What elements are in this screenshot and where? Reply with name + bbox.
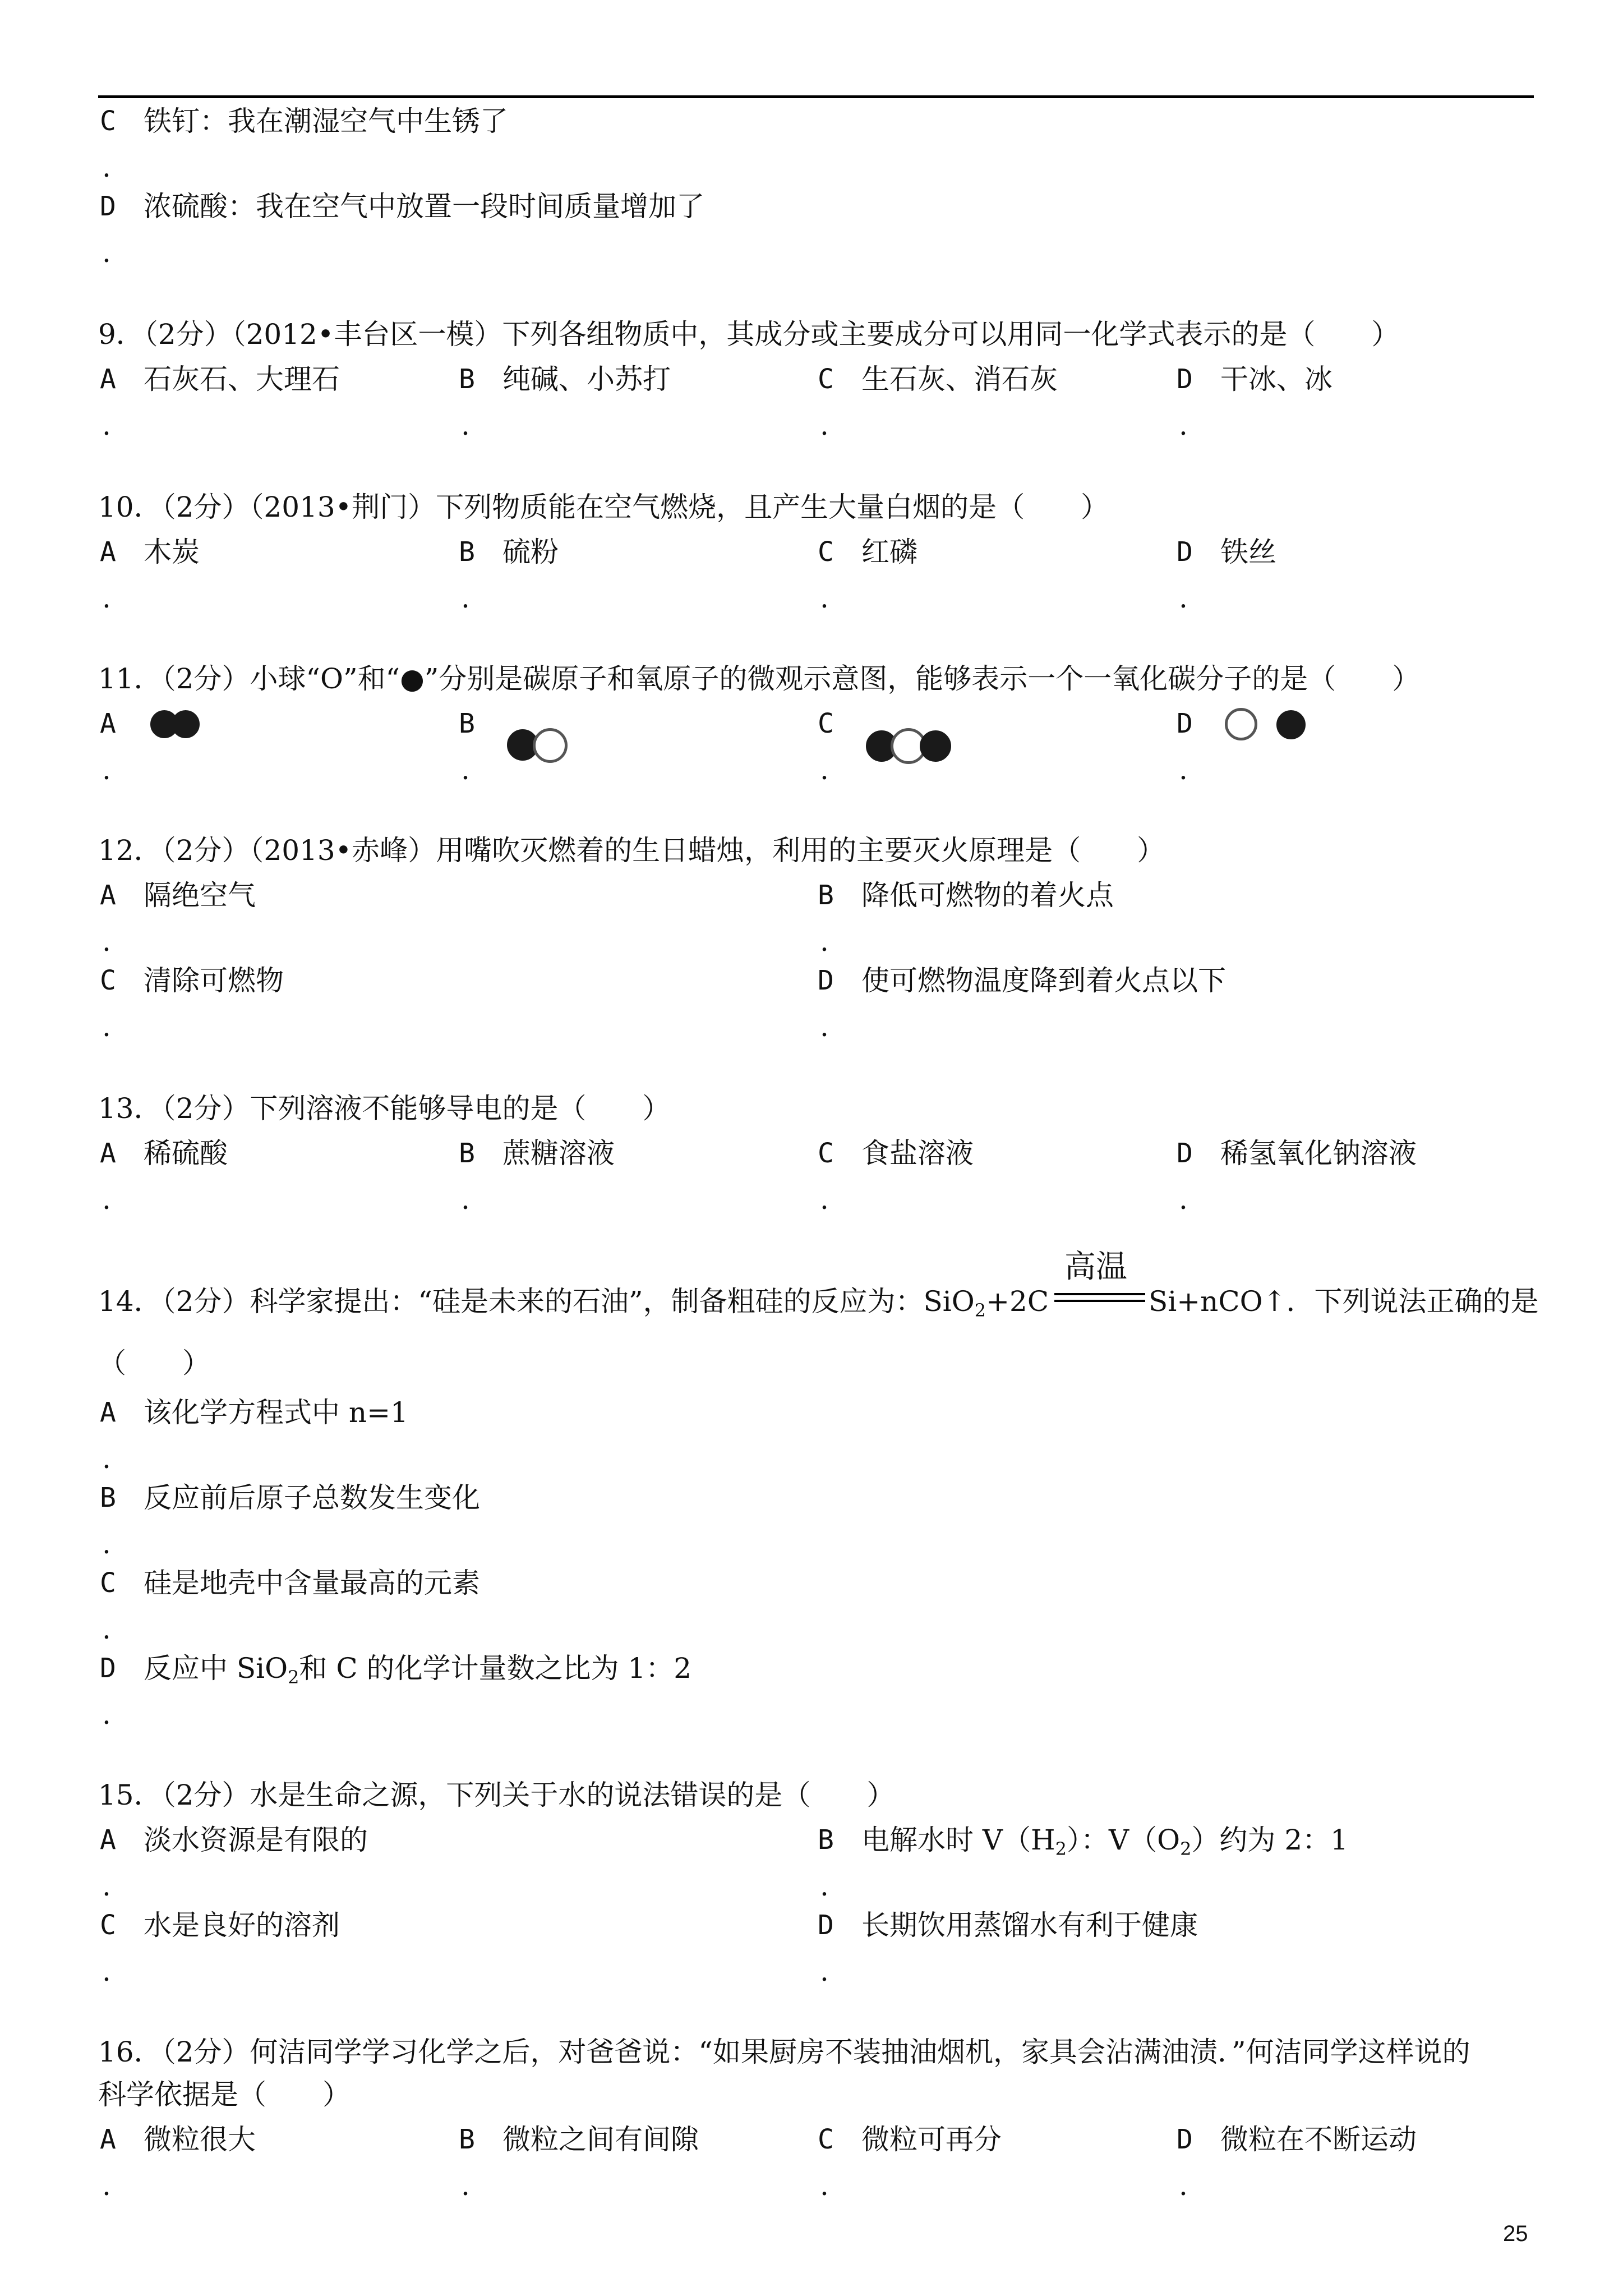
q16-option-a: 微粒很大 xyxy=(144,2123,256,2156)
carbon-atom-icon xyxy=(533,728,568,763)
q12-stem: 12．（2分）（2013•赤峰）用嘴吹灭燃着的生日蜡烛，利用的主要灭火原理是（ ） xyxy=(98,834,1165,867)
option-dot: . xyxy=(102,151,111,183)
option-letter: C xyxy=(818,708,834,739)
q14-stem: 14．（2分）科学家提出：“硅是未来的石油”，制备粗硅的反应为：SiO$_2$+2C xyxy=(98,1285,1049,1321)
q13-stem: 13．（2分）下列溶液不能够导电的是（ ） xyxy=(98,1092,671,1125)
option-letter: A xyxy=(100,1138,116,1169)
option-letter: B xyxy=(818,880,834,911)
option-letter: B xyxy=(459,364,475,395)
q13-option-d: 稀氢氧化钠溶液 xyxy=(1220,1137,1417,1170)
option-dot: . xyxy=(820,1183,829,1216)
option-dot: . xyxy=(102,1442,111,1475)
option-letter: C xyxy=(100,1910,116,1941)
option-dot: . xyxy=(102,409,111,441)
option-dot: . xyxy=(461,1183,470,1216)
q8-option-d: 浓硫酸：我在空气中放置一段时间质量增加了 xyxy=(144,190,704,223)
option-dot: . xyxy=(102,1698,111,1731)
option-dot: . xyxy=(820,753,829,786)
option-dot: . xyxy=(1179,1183,1188,1216)
option-dot: . xyxy=(102,2169,111,2202)
option-letter: D xyxy=(1177,2124,1193,2155)
option-dot: . xyxy=(102,1870,111,1902)
option-dot: . xyxy=(820,925,829,958)
q16-option-d: 微粒在不断运动 xyxy=(1220,2123,1417,2156)
q16-option-b: 微粒之间有间隙 xyxy=(502,2123,699,2156)
q10-option-c: 红磷 xyxy=(861,536,917,568)
option-dot: . xyxy=(820,2169,829,2202)
option-dot: . xyxy=(102,1527,111,1560)
option-letter: B xyxy=(459,2124,475,2155)
q15-option-c: 水是良好的溶剂 xyxy=(144,1909,340,1941)
option-letter: C xyxy=(100,965,116,996)
option-letter: B xyxy=(459,1138,475,1169)
option-letter: D xyxy=(100,191,116,222)
q16-stem-line2: 科学依据是（ ） xyxy=(98,2078,351,2111)
option-dot: . xyxy=(1179,753,1188,786)
option-letter: C xyxy=(818,364,834,395)
option-letter: B xyxy=(459,708,475,739)
option-letter: B xyxy=(459,536,475,568)
q14-stem-line2: （ ） xyxy=(98,1347,210,1379)
option-letter: D xyxy=(818,1910,834,1941)
q14-option-c: 硅是地壳中含量最高的元素 xyxy=(144,1567,480,1599)
option-letter: A xyxy=(100,708,116,739)
q9-option-c: 生石灰、消石灰 xyxy=(861,363,1058,395)
q8-option-c: 铁钉：我在潮湿空气中生锈了 xyxy=(144,105,508,137)
option-letter: D xyxy=(1177,536,1193,568)
q9-option-a: 石灰石、大理石 xyxy=(144,363,340,395)
q14-option-d: 反应中 SiO$_2$和 C 的化学计量数之比为 1：2 xyxy=(144,1652,692,1688)
q13-option-b: 蔗糖溶液 xyxy=(502,1137,615,1170)
oxygen-atom-icon xyxy=(1276,710,1306,739)
option-dot: . xyxy=(461,753,470,786)
q10-stem: 10．（2分）（2013•荆门）下列物质能在空气燃烧，且产生大量白烟的是（ ） xyxy=(98,491,1109,523)
option-letter: C xyxy=(100,105,116,137)
option-dot: . xyxy=(1179,2169,1188,2202)
option-dot: . xyxy=(102,753,111,786)
q15-option-b: 电解水时 $V(H_2)$：$V(O_2)$约为 2：1 xyxy=(861,1824,1348,1860)
q10-option-a: 木炭 xyxy=(144,536,200,568)
option-dot: . xyxy=(102,925,111,958)
option-dot: . xyxy=(820,582,829,614)
option-dot: . xyxy=(1179,582,1188,614)
option-dot: . xyxy=(461,409,470,441)
option-dot: . xyxy=(102,236,111,269)
option-letter: D xyxy=(818,965,834,996)
option-dot: . xyxy=(461,582,470,614)
option-letter: A xyxy=(100,1824,116,1856)
option-letter: A xyxy=(100,1397,116,1428)
option-letter: A xyxy=(100,536,116,568)
option-dot: . xyxy=(102,1183,111,1216)
page-number: 25 xyxy=(1503,2221,1528,2246)
option-letter: C xyxy=(818,2124,834,2155)
equals-sign-bottom xyxy=(1054,1300,1145,1302)
option-letter: D xyxy=(1177,1138,1193,1169)
option-letter: A xyxy=(100,880,116,911)
option-letter: B xyxy=(100,1482,116,1513)
option-dot: . xyxy=(820,1870,829,1902)
q14-option-a: 该化学方程式中 n=1 xyxy=(144,1396,408,1429)
option-letter: A xyxy=(100,2124,116,2155)
reaction-condition: 高温 xyxy=(1064,1249,1127,1284)
equals-sign-top xyxy=(1054,1293,1145,1295)
q9-option-d: 干冰、冰 xyxy=(1220,363,1332,395)
option-letter: B xyxy=(818,1824,834,1856)
option-letter: D xyxy=(1177,364,1193,395)
q15-option-d: 长期饮用蒸馏水有利于健康 xyxy=(861,1909,1198,1941)
option-dot: . xyxy=(820,1010,829,1043)
option-letter: D xyxy=(100,1653,116,1684)
oxygen-atom-icon xyxy=(172,710,200,738)
option-letter: C xyxy=(818,1138,834,1169)
option-dot: . xyxy=(820,409,829,441)
q12-option-a: 隔绝空气 xyxy=(144,879,256,912)
q10-option-b: 硫粉 xyxy=(502,536,559,568)
q14-option-b: 反应前后原子总数发生变化 xyxy=(144,1481,480,1514)
q15-option-a: 淡水资源是有限的 xyxy=(144,1824,368,1856)
option-dot: . xyxy=(102,1955,111,1987)
q9-stem: 9．（2分）（2012•丰台区一模）下列各组物质中，其成分或主要成分可以用同一化学式表示的是（ ） xyxy=(98,318,1400,351)
option-dot: . xyxy=(102,582,111,614)
q12-option-c: 清除可燃物 xyxy=(144,964,284,997)
q13-option-c: 食盐溶液 xyxy=(861,1137,974,1170)
q10-option-d: 铁丝 xyxy=(1220,536,1276,568)
header-rule xyxy=(98,95,1534,98)
q11-stem: 11．（2分）小球“O”和“●”分别是碳原子和氧原子的微观示意图，能够表示一个一氧化碳分子的是（ ） xyxy=(98,662,1421,695)
option-letter: C xyxy=(100,1567,116,1599)
q9-option-b: 纯碱、小苏打 xyxy=(502,363,671,395)
option-letter: D xyxy=(1177,708,1193,739)
q12-option-d: 使可燃物温度降到着火点以下 xyxy=(861,964,1226,997)
option-letter: C xyxy=(818,536,834,568)
q14-stem-post: Si+nCO↑．下列说法正确的是 xyxy=(1149,1285,1539,1318)
option-dot: . xyxy=(102,1010,111,1043)
option-dot: . xyxy=(820,1955,829,1987)
q15-stem: 15．（2分）水是生命之源，下列关于水的说法错误的是（ ） xyxy=(98,1779,895,1811)
option-dot: . xyxy=(102,1613,111,1645)
oxygen-atom-icon xyxy=(920,730,951,762)
option-letter: A xyxy=(100,364,116,395)
q12-option-b: 降低可燃物的着火点 xyxy=(861,879,1114,912)
option-dot: . xyxy=(1179,409,1188,441)
q13-option-a: 稀硫酸 xyxy=(144,1137,228,1170)
q16-option-c: 微粒可再分 xyxy=(861,2123,1002,2156)
q16-stem-line1: 16．（2分）何洁同学学习化学之后，对爸爸说：“如果厨房不装抽油烟机，家具会沾满油渍．”何洁同学这样说的 xyxy=(98,2036,1470,2068)
option-dot: . xyxy=(461,2169,470,2202)
carbon-atom-icon xyxy=(1225,708,1257,740)
